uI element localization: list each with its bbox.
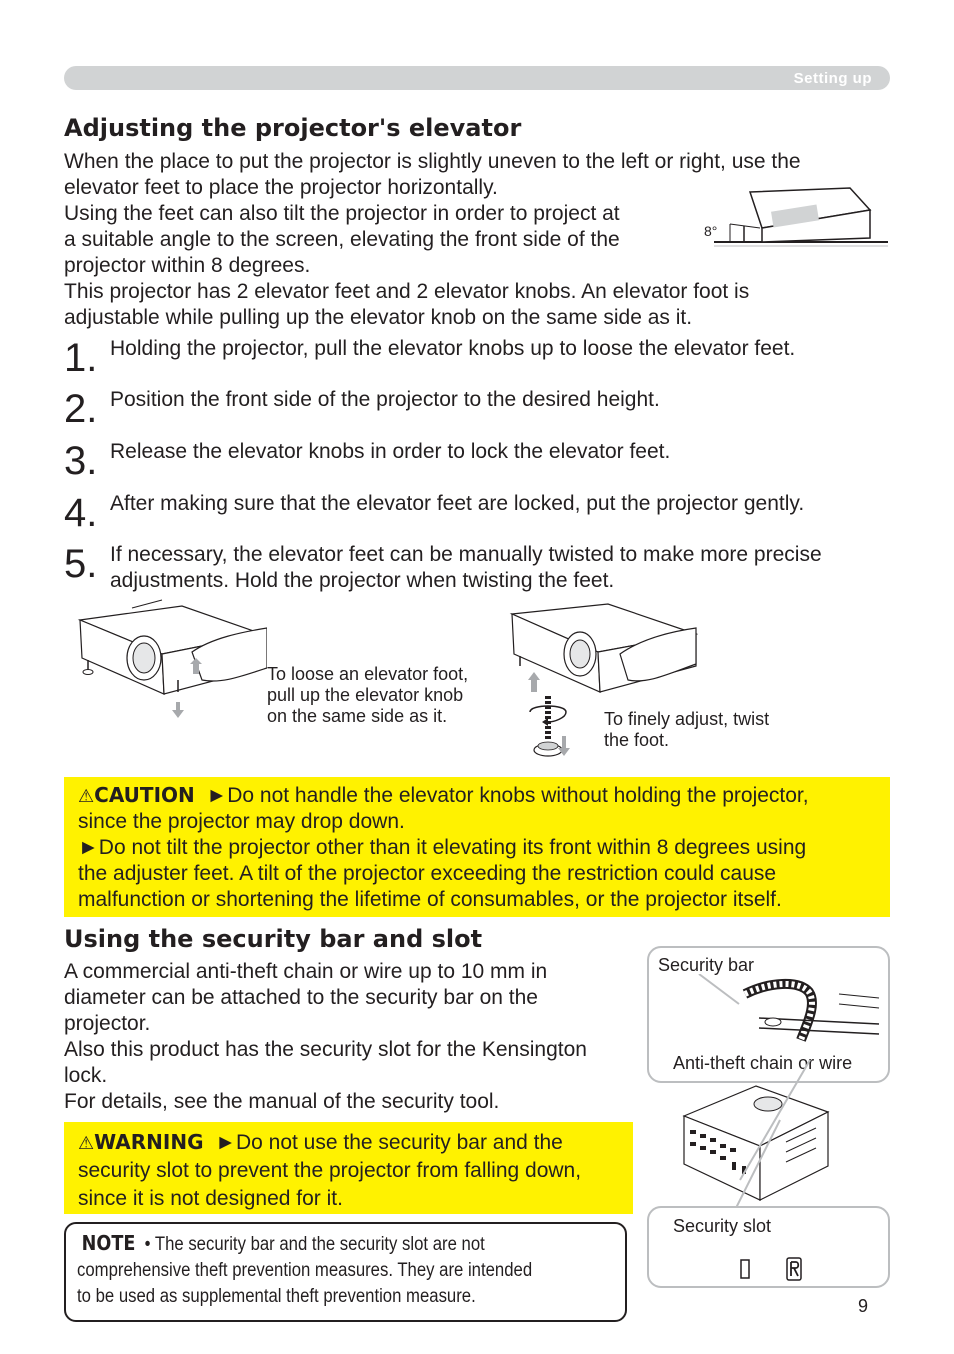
text-line: comprehensive theft prevention measures. They are intended: [77, 1260, 533, 1281]
text-line: lock.: [64, 1064, 108, 1087]
caption-line: To finely adjust, twist: [604, 709, 770, 729]
caution-line-1: [78, 782, 809, 809]
section-header-label: Setting up: [793, 70, 872, 87]
figure-1-caption: [267, 664, 468, 727]
caption-line: To loose an elevator foot,: [267, 664, 469, 684]
text-line: elevator feet to place the projector horizontally.: [64, 176, 498, 199]
caution-box: [64, 777, 890, 917]
step-5-text: [110, 542, 822, 594]
caption-line: on the same side as it.: [267, 706, 448, 726]
step-1-text: Holding the projector, pull the elevator knobs up to loose the elevator feet.: [110, 337, 796, 360]
warning-triangle-icon: ⚠: [78, 1133, 95, 1153]
step-1-number: 1.: [64, 336, 98, 380]
step-4-text: After making sure that the elevator feet are locked, put the projector gently.: [110, 492, 805, 515]
warning-triangle-icon: ⚠: [78, 786, 95, 806]
caution-text: [78, 782, 809, 913]
step-3-number: 3.: [64, 439, 98, 483]
figure-2-caption: [604, 709, 769, 751]
text-line: ►Do not handle the elevator knobs without holding the projector,: [206, 784, 809, 807]
text-line: projector.: [64, 1012, 151, 1035]
note-line-1: [77, 1230, 623, 1258]
security-bar-label: Security bar: [658, 955, 755, 975]
note-text: [77, 1230, 623, 1310]
text-line: the adjuster feet. A tilt of the projector exceeding the restriction could cause: [78, 862, 777, 885]
security-heading: Using the security bar and slot: [64, 925, 483, 953]
text-line: security slot to prevent the projector from falling down,: [78, 1159, 582, 1182]
note-box: [64, 1222, 627, 1322]
arrow-down-icon: [172, 702, 184, 718]
text-line: since it is not designed for it.: [78, 1187, 343, 1210]
text-line: ►Do not tilt the projector other than it elevating its front within 8 degrees using: [78, 836, 807, 859]
text-line: When the place to put the projector is slightly uneven to the left or right, use the: [64, 150, 801, 173]
step-3-text: Release the elevator knobs in order to lock the elevator feet.: [110, 440, 671, 463]
caption-line: the foot.: [604, 730, 670, 750]
text-line: diameter can be attached to the security bar on the: [64, 986, 538, 1009]
warning-line-1: [78, 1128, 581, 1157]
elevator-heading: Adjusting the projector's elevator: [64, 114, 522, 142]
caption-line: pull up the elevator knob: [267, 685, 464, 705]
security-paragraph: [64, 959, 587, 1115]
elevator-paragraph-1: [64, 149, 801, 331]
kensington-slot-icon: [737, 1256, 807, 1282]
text-line: • The security bar and the security slot are not: [144, 1234, 485, 1255]
text-line: since the projector may drop down.: [78, 810, 405, 833]
text-line: For details, see the manual of the security tool.: [64, 1090, 500, 1113]
step-5-number: 5.: [64, 542, 98, 586]
text-line: Also this product has the security slot for the Kensington: [64, 1038, 587, 1061]
text-line: ►Do not use the security bar and the: [215, 1131, 563, 1154]
text-line: malfunction or shortening the lifetime of consumables, or the projector itself.: [78, 888, 782, 911]
security-slot-callout: [647, 1206, 890, 1288]
text-line: If necessary, the elevator feet can be manually twisted to make more precise: [110, 543, 822, 566]
text-line: A commercial anti-theft chain or wire up to 10 mm in: [64, 960, 548, 983]
security-slot-label: Security slot: [673, 1216, 772, 1236]
step-2-number: 2.: [64, 387, 98, 431]
step-4-number: 4.: [64, 491, 98, 535]
arrow-up-icon: [528, 672, 540, 692]
section-header-bar: [64, 66, 890, 90]
text-line: projector within 8 degrees.: [64, 254, 311, 277]
step-2-text: Position the front side of the projector to the desired height.: [110, 388, 660, 411]
text-line: a suitable angle to the screen, elevating the front side of the: [64, 228, 620, 251]
text-line: adjustable while pulling up the elevator knob on the same side as it.: [64, 306, 693, 329]
angle-label: 8°: [704, 223, 718, 239]
security-bar-illustration: [689, 974, 889, 1056]
caution-label: CAUTION: [94, 783, 195, 807]
text-line: This projector has 2 elevator feet and 2 elevator knobs. An elevator foot is: [64, 280, 750, 303]
anti-theft-chain-label: Anti-theft chain or wire: [673, 1053, 853, 1073]
warning-label: WARNING: [94, 1130, 204, 1154]
text-line: to be used as supplemental theft prevention measure.: [77, 1286, 476, 1307]
angle-line: [730, 224, 760, 228]
tilt-angle-diagram: [700, 184, 890, 250]
elevator-knob-illustration: [72, 598, 267, 726]
text-line: adjustments. Hold the projector when twisting the feet.: [110, 569, 615, 592]
text-line: Using the feet can also tilt the projector in order to project at: [64, 202, 620, 225]
warning-box: [64, 1122, 633, 1214]
warning-text: [78, 1128, 581, 1213]
page-number: 9: [858, 1296, 869, 1316]
note-label: NOTE: [81, 1231, 136, 1255]
